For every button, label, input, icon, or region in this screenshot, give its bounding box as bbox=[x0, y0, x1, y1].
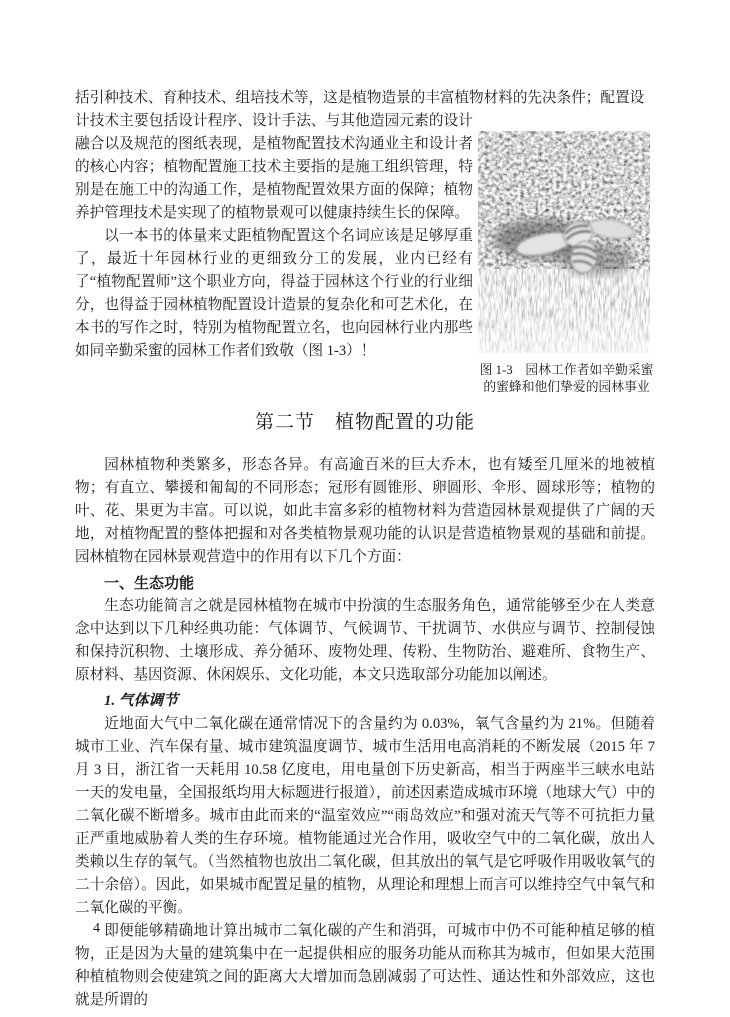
paragraph-overview: 园林植物种类繁多，形态各异。有高逾百米的巨大乔木，也有矮至几厘米的地被植物；有直立、攀援和匍匐的不同形态；冠形有圆锥形、卵圆形、伞形、圆球形等；植物的叶、花、果更为丰富。可以说，如此丰富多彩的植物材料为营造园林景观提供了广阔的天地，对植物配置的整体把握和对各类植物景观功能的认识是营造植物景观的基础和前提。园林植物在园林景观营造中的作用有以下几个方面： bbox=[75, 457, 655, 565]
heading-gas-regulation: 1. 气体调节 bbox=[104, 693, 178, 709]
figure-1-3 bbox=[478, 131, 655, 396]
paragraph-city-planting: 即便能够精确地计算出城市二氧化碳的产生和消弭，可城市中仍不可能种植足够的植物，正是因为大量的建筑集中在一起提供相应的服务功能从而称其为城市，但如果大范围种植植物则会使建筑之间的距离大大增加而急剧减弱了可达性、通达性和外部效应，这也就是所谓的 bbox=[75, 923, 655, 1008]
page-number: 4 bbox=[93, 921, 100, 936]
paragraph-1-first-line: 括引种技术、育种技术、组培技术等，这是植物造景的丰富植物材料的先决条件；配置设 bbox=[75, 90, 645, 106]
heading-ecological-function: 一、生态功能 bbox=[104, 575, 195, 592]
figure-caption-line-2: 的蜜蜂和他们挚爱的园林事业 bbox=[483, 380, 650, 394]
paragraph-gas-regulation: 近地面大气中二氧化碳在通常情况下的含量约为 0.03%，氧气含量约为 21%。但随着城市工业、汽车保有量、城市建筑温度调节、城市生活用电高消耗的不断发展（2015 年 7 月 3 日，浙江省一天耗用 10.58 亿度电，用电量创下历史新高，相当于两座半三峡水电站一天的发电量，全国报纸均用大标题进行报道），前述因素造成城市环境（地球大气）中的二氧化碳不断增多。城市由此而来的“温室效应”“雨岛效应”和强对流天气等不可抗拒力量正严重地威胁着人类的生存环境。植物能通过光合作用，吸收空气中的二氧化碳，放出人类赖以生存的氧气。（当然植物也放出二氧化碳，但其放出的氧气是它呼吸作用吸收氧气的二十余倍）。因此，如果城市配置足量的植物，从理论和理想上而言可以维持空气中氧气和二氧化碳的平衡。 bbox=[75, 716, 655, 916]
wrapped-text-column bbox=[75, 110, 473, 363]
paragraph-2: 以一本书的体量来丈距植物配置这个名词应该是足够厚重了，最近十年园林行业的更细致分工的发展，业内已经有了“植物配置师”这个职业方向，得益于园林这个行业的行业细分，也得益于园林植物配置设计造景的复杂化和可艺术化，在本书的写作之时，特别为植物配置立名，也向园林行业内那些如同辛勤采蜜的园林工作者们致敬（图 1-3）！ bbox=[75, 228, 473, 359]
paragraph-ecological-function: 生态功能简言之就是园林植物在城市中扮演的生态服务角色，通常能够至少在人类意念中达到以下几种经典功能：气体调节、气候调节、干扰调节、水供应与调节、控制侵蚀和保持沉积物、土壤形成、养分循环、废物处理、传粉、生物防治、避难所、食物生产、原材料、基因资源、休闲娱乐、文化功能，本文只选取部分功能加以阐述。 bbox=[75, 598, 655, 683]
paragraph-1-continued: 计技术主要包括设计程序、设计手法、与其他造园元素的设计融合以及规范的图纸表现，是植物配置技术沟通业主和设计者的核心内容；植物配置施工技术主要指的是施工组织管理，特别是在施工中的沟通工作，是植物配置效果方面的保障；植物养护管理技术是实现了的植物景观可以健康持续生长的保障。 bbox=[75, 113, 473, 221]
text-and-figure-region bbox=[75, 110, 655, 396]
bee-garden-photo bbox=[478, 131, 650, 353]
section-heading: 第二节 植物配置的功能 bbox=[254, 412, 475, 433]
figure-caption bbox=[478, 362, 655, 396]
figure-caption-line-1: 图 1-3 园林工作者如辛勤采蜜 bbox=[479, 363, 654, 377]
